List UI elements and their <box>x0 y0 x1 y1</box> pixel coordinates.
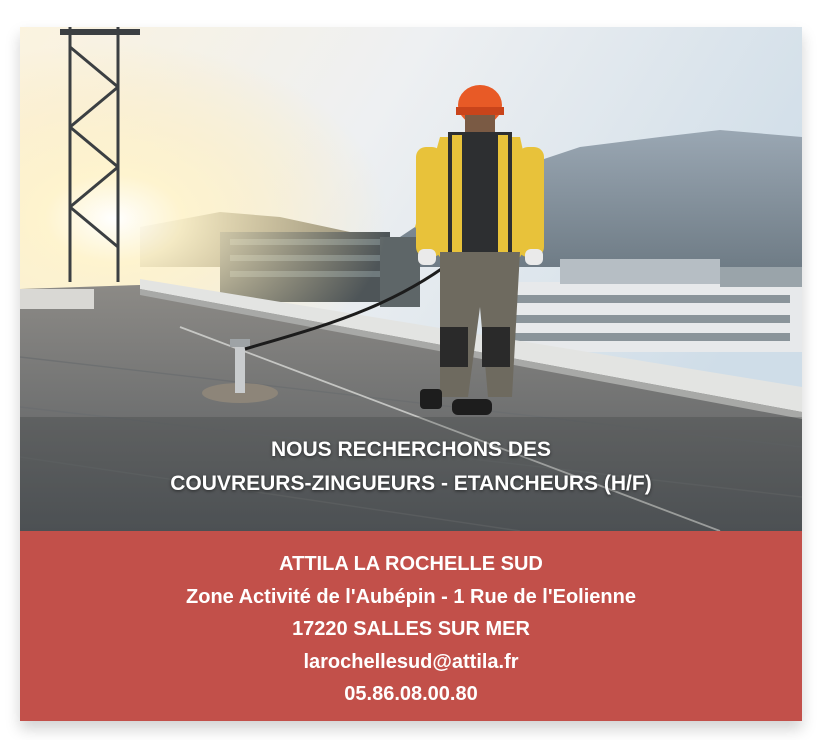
address-line: Zone Activité de l'Aubépin - 1 Rue de l'Eolienne <box>186 585 636 608</box>
job-ad-card <box>20 27 802 721</box>
job-headline <box>20 433 802 501</box>
headline-line-1: NOUS RECHERCHONS DES <box>270 438 552 461</box>
contact-band <box>20 531 802 721</box>
city-line: 17220 SALLES SUR MER <box>292 618 530 640</box>
phone-number[interactable]: 05.86.08.00.80 <box>344 683 478 705</box>
company-name: ATTILA LA ROCHELLE SUD <box>279 553 543 575</box>
headline-line-2: COUVREURS-ZINGUEURS - ETANCHEURS (H/F) <box>170 472 652 495</box>
email-link[interactable]: larochellesud@attila.fr <box>303 650 519 673</box>
